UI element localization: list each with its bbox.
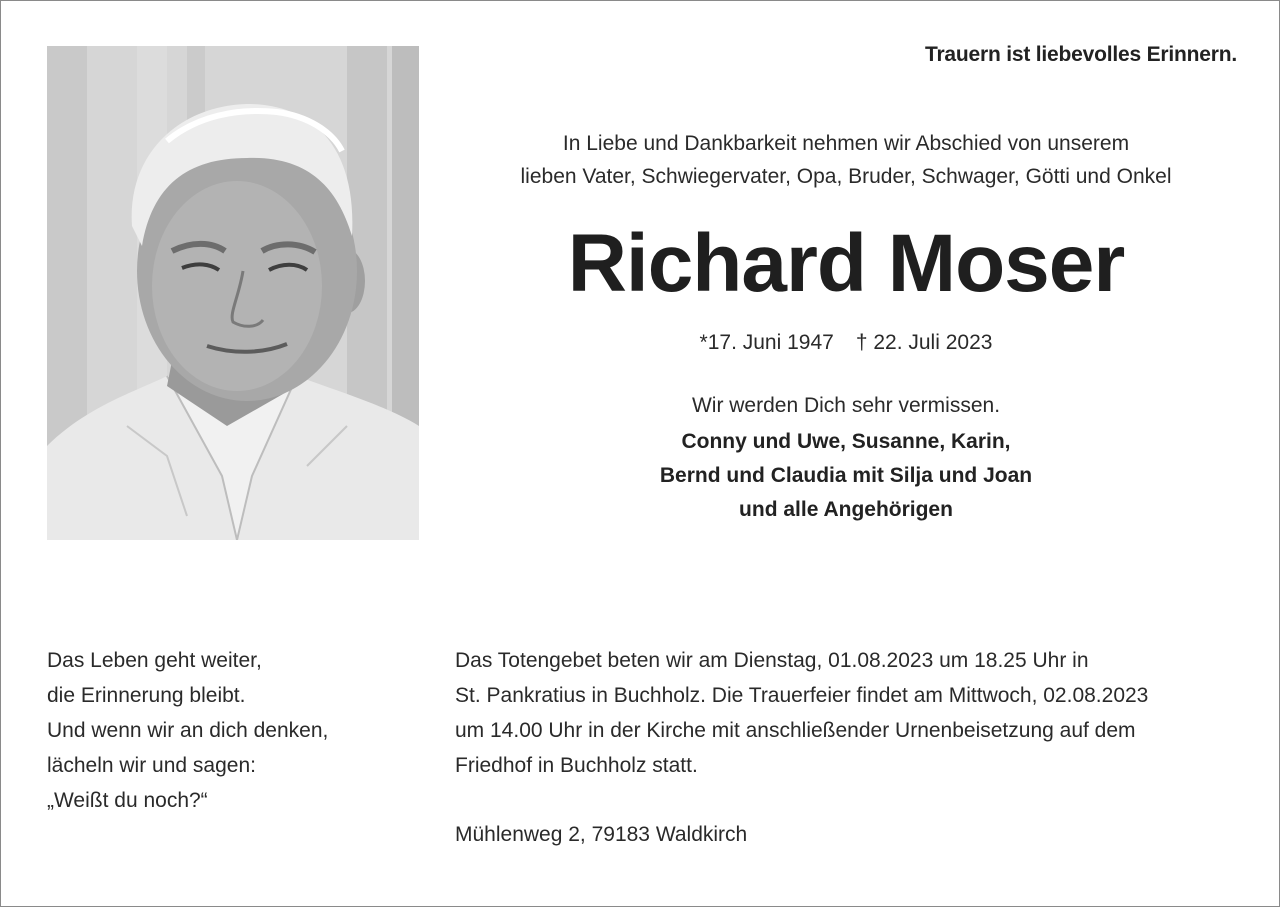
portrait-photo (47, 46, 419, 540)
memorial-poem (47, 643, 328, 818)
intro-text (471, 127, 1221, 193)
service-line: Das Totengebet beten wir am Dienstag, 01.08.2023 um 18.25 Uhr in (455, 649, 1089, 672)
service-details (455, 643, 1245, 852)
death-date: † 22. Juli 2023 (855, 331, 993, 354)
mourners-line: Conny und Uwe, Susanne, Karin, (681, 430, 1011, 453)
poem-line: „Weißt du noch?“ (47, 789, 208, 812)
poem-line: lächeln wir und sagen: (47, 754, 256, 777)
farewell-text: Wir werden Dich sehr vermissen. (691, 394, 1001, 417)
intro-line: In Liebe und Dankbarkeit nehmen wir Abschied von unserem (562, 132, 1130, 155)
mourners-list (471, 425, 1221, 527)
service-line: um 14.00 Uhr in der Kirche mit anschließender Urnenbeisetzung auf dem (455, 719, 1136, 742)
poem-line: die Erinnerung bleibt. (47, 684, 246, 707)
deceased-name: Richard Moser (567, 218, 1125, 309)
announcement (471, 127, 1221, 527)
intro-line: lieben Vater, Schwiegervater, Opa, Bruder, Schwager, Götti und Onkel (520, 165, 1172, 188)
service-line: St. Pankratius in Buchholz. Die Trauerfeier findet am Mittwoch, 02.08.2023 (455, 684, 1149, 707)
poem-line: Das Leben geht weiter, (47, 649, 262, 672)
mourners-line: und alle Angehörigen (739, 498, 953, 521)
motto: Trauern ist liebevolles Erinnern. (924, 43, 1237, 66)
life-dates (471, 331, 1221, 355)
family-address: Mühlenweg 2, 79183 Waldkirch (455, 823, 748, 846)
mourners-line: Bernd und Claudia mit Silja und Joan (659, 464, 1033, 487)
service-line: Friedhof in Buchholz statt. (455, 754, 698, 777)
birth-date: *17. Juni 1947 (699, 331, 834, 354)
poem-line: Und wenn wir an dich denken, (47, 719, 329, 742)
